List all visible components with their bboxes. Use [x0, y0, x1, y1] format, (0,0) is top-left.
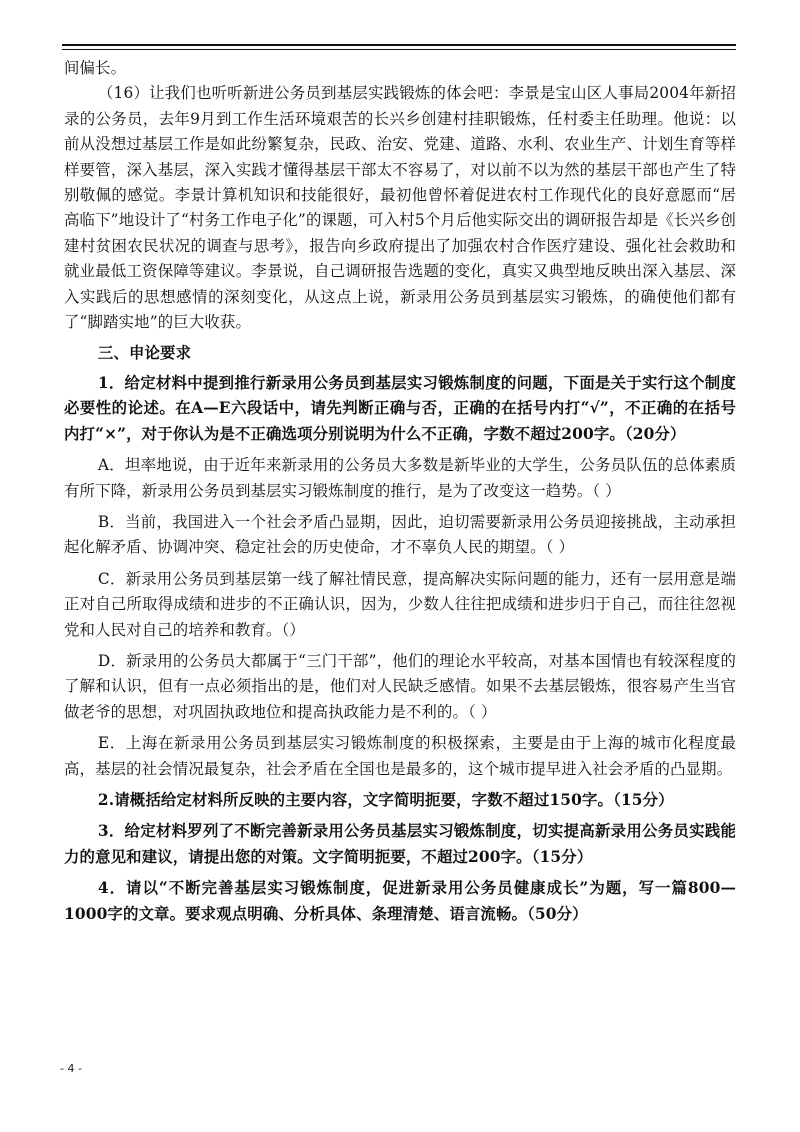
question-3: 3．给定材料罗列了不断完善新录用公务员基层实习锻炼制度，切实提高新录用公务员实践能力的意见和建议，请提出您的对策。文字简明扼要，不超过200字。（15分） [64, 822, 736, 866]
question-1: 1．给定材料中提到推行新录用公务员到基层实习锻炼制度的问题，下面是关于实行这个制度必要性的论述。在A—E六段话中，请先判断正确与否，正确的在括号内打“√”，不正确的在括号内打“×”，对于你认为是不正确选项分别说明为什么不正确，字数不超过200字。（20分） [64, 373, 736, 443]
option-b: B．当前，我国进入一个社会矛盾凸显期，因此，迫切需要新录用公务员迎接挑战，主动承担起化解矛盾、协调冲突、稳定社会的历史使命，才不辜负人民的期望。（ ） [64, 512, 736, 557]
paragraph-16: （16）让我们也听听新进公务员到基层实践锻炼的体会吧：李景是宝山区人事局2004年新招录的公务员，去年9月到工作生活环境艰苦的长兴乡创建村挂职锻炼，任村委主任助理。他说：以前从没想过基层工作是如此纷繁复杂，民政、治安、党建、道路、水利、农业生产、计划生育等样样要管，深入基层，深入实践才懂得基层干部太不容易了，对以前不以为然的基层干部也产生了特别敬佩的感觉。李景计算机知识和技能很好，最初他曾怀着促进农村工作现代化的良好意愿而“居高临下”地设计了“村务工作电子化”的课题，可入村5个月后他实际交出的调研报告却是《长兴乡创建村贫困农民状况的调查与思考》，报告向乡政府提出了加强农村合作医疗建设、强化社会救助和就业最低工资保障等建议。李景说，自己调研报告选题的变化，真实又典型地反映出深入基层、深入实践后的思想感情的深刻变化，从这点上说，新录用公务员到基层实习锻炼，的确使他们都有了“脚踏实地”的巨大收获。 [64, 84, 736, 332]
option-d: D．新录用的公务员大都属于“三门干部”，他们的理论水平较高，对基本国情也有较深程度的了解和认识，但有一点必须指出的是，他们对人民缺乏感情。如果不去基层锻炼，很容易产生当官做老爷的思想，对巩固执政地位和提高执政能力是不利的。（ ） [64, 651, 736, 721]
option-c: C．新录用公务员到基层第一线了解社情民意，提高解决实际问题的能力，还有一层用意是端正对自己所取得成绩和进步的不正确认识，因为，少数人往往把成绩和进步归于自己，而往往忽视党和人民对自己的培养和教育。（） [64, 569, 736, 639]
option-e: E．上海在新录用公务员到基层实习锻炼制度的积极探索，主要是由于上海的城市化程度最高，基层的社会情况最复杂，社会矛盾在全国也是最多的，这个城市提早进入社会矛盾的凸显期。 [64, 734, 736, 778]
option-a: A．坦率地说，由于近年来新录用的公务员大多数是新毕业的大学生，公务员队伍的总体素质有所下降，新录用公务员到基层实习锻炼制度的推行，是为了改变这一趋势。（ ） [64, 456, 736, 500]
section-heading: 三、申论要求 [97, 344, 192, 363]
header-rule-thick [62, 44, 736, 46]
question-4: 4．请以“不断完善基层实习锻炼制度，促进新录用公务员健康成长”为题，写一篇800—1000字的文章。要求观点明确、分析具体、条理清楚、语言流畅。（50分） [64, 879, 736, 923]
page-number: - 4 - [60, 1062, 82, 1075]
question-2: 2.请概括给定材料所反映的主要内容，文字简明扼要，字数不超过150字。（15分） [97, 790, 674, 809]
header-rule-thin [62, 49, 736, 50]
document-body [64, 56, 736, 927]
continuation-text: 间偏长。 [64, 59, 127, 77]
